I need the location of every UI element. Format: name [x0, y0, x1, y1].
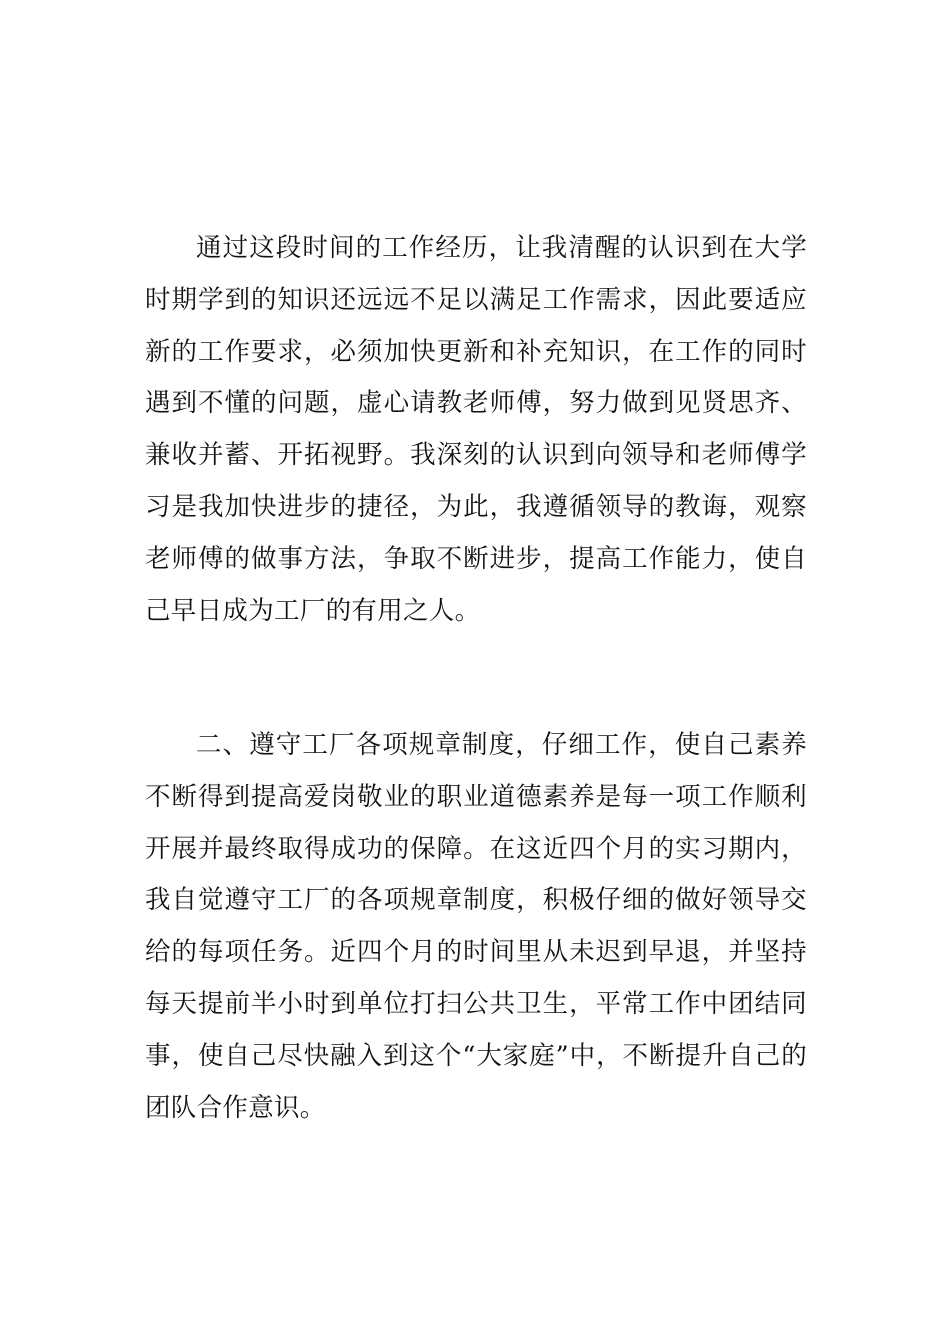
- paragraph-work-experience: 通过这段时间的工作经历，让我清醒的认识到在大学时期学到的知识还远远不足以满足工作需求，因此要适应新的工作要求，必须加快更新和补充知识，在工作的同时遇到不懂的问题，虚心请教老师傅，努力做到见贤思齐、兼收并蓄、开拓视野。我深刻的认识到向领导和老师傅学习是我加快进步的捷径，为此，我遵循领导的教诲，观察老师傅的做事方法，争取不断进步，提高工作能力，使自己早日成为工厂的有用之人。: [145, 233, 807, 626]
- paragraph-rules-compliance: 二、遵守工厂各项规章制度，仔细工作，使自己素养不断得到提高爱岗敬业的职业道德素养是每一项工作顺利开展并最终取得成功的保障。在这近四个月的实习期内，我自觉遵守工厂的各项规章制度，积极仔细的做好领导交给的每项任务。近四个月的时间里从未迟到早退，并坚持每天提前半小时到单位打扫公共卫生，平常工作中团结同事，使自己尽快融入到这个“大家庭”中，不断提升自己的团队合作意识。: [145, 730, 807, 1123]
